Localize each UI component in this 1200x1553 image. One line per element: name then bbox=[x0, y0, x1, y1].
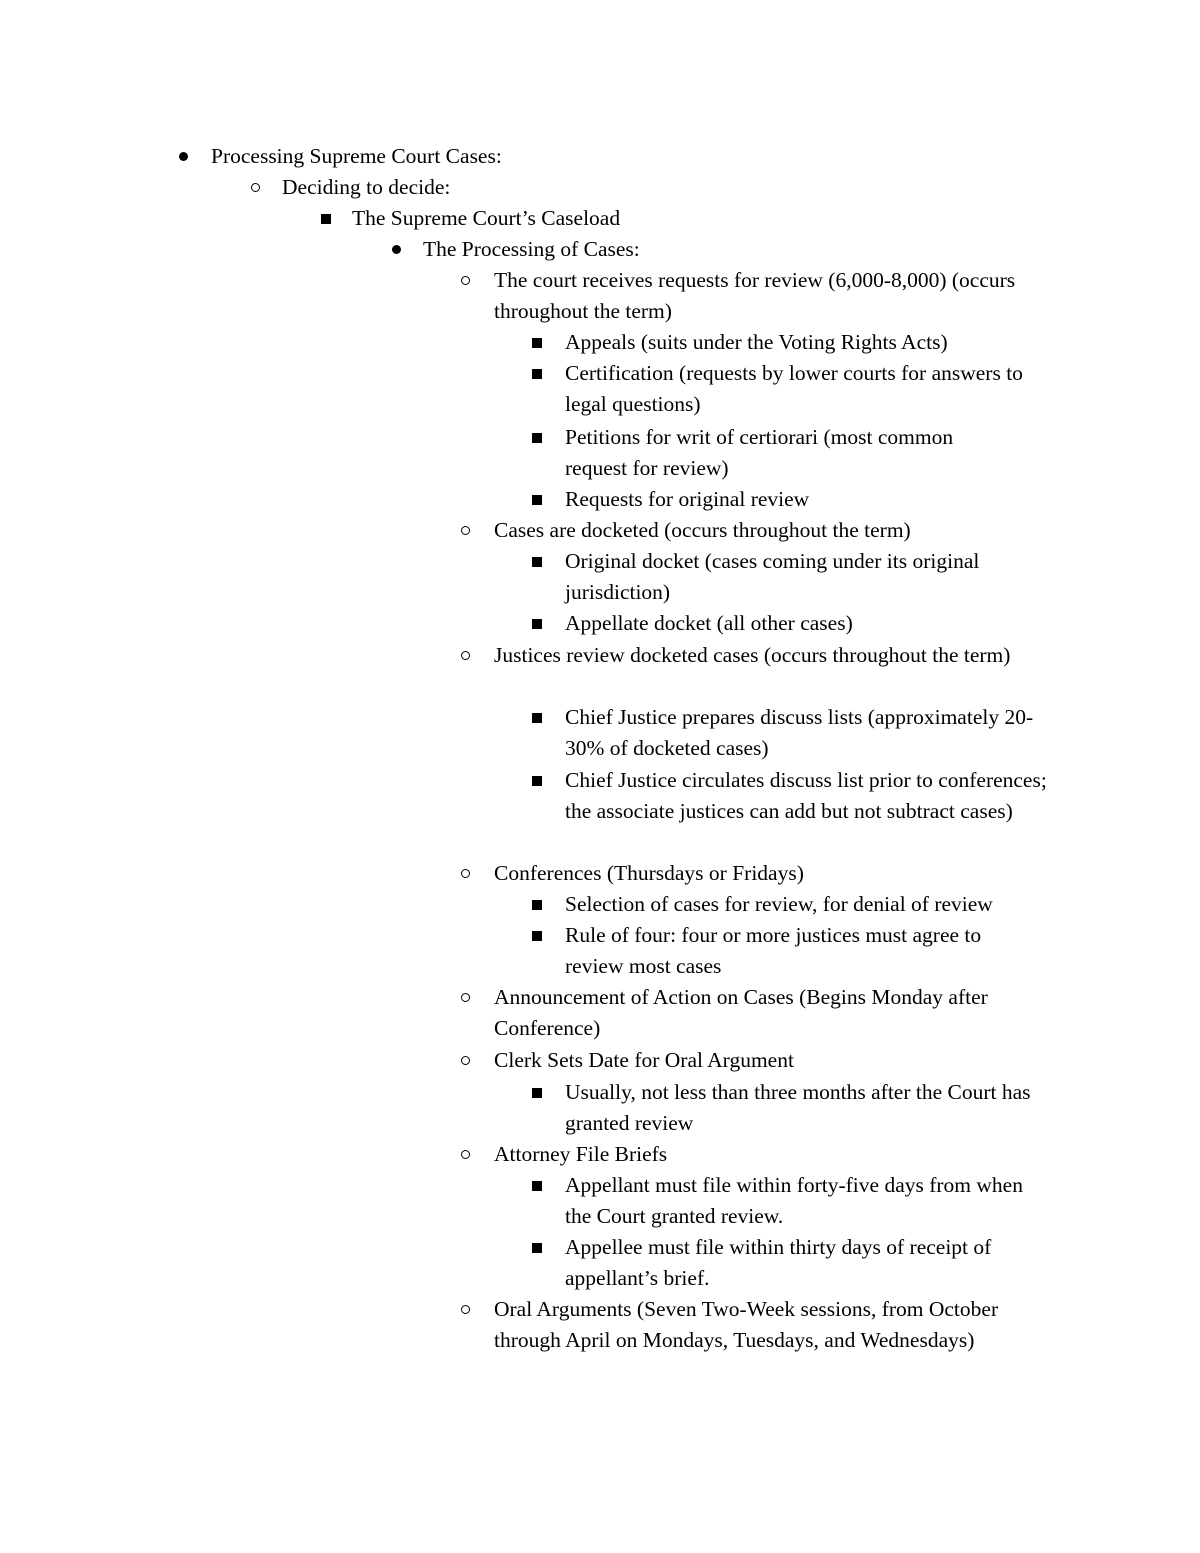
sub-text: Petitions for writ of certiorari (most common request for review) bbox=[565, 425, 954, 481]
circle-bullet-icon bbox=[461, 869, 470, 878]
square-bullet-icon bbox=[532, 495, 542, 505]
step-text: The court receives requests for review (6,000-8,000) (occurs throughout the term) bbox=[494, 268, 1016, 324]
sub-text: Selection of cases for review, for denial of review bbox=[565, 892, 993, 916]
square-bullet-icon bbox=[532, 1243, 542, 1253]
step-item bbox=[494, 982, 1064, 1044]
sub-item bbox=[565, 327, 1055, 358]
step-text: Oral Arguments (Seven Two-Week sessions, from October through April on Mondays, Tuesdays, and Wednesdays) bbox=[494, 1297, 999, 1353]
square-bullet-icon bbox=[532, 338, 542, 348]
step-item bbox=[494, 1294, 1064, 1356]
circle-bullet-icon bbox=[461, 1056, 470, 1065]
heading-deciding: Deciding to decide: bbox=[282, 175, 451, 199]
step-item bbox=[494, 1139, 1064, 1170]
sub-text: Appeals (suits under the Voting Rights Acts) bbox=[565, 330, 948, 354]
square-bullet-icon bbox=[532, 369, 542, 379]
step-text: Cases are docketed (occurs throughout the term) bbox=[494, 518, 911, 542]
sub-item bbox=[565, 889, 1065, 920]
sub-item bbox=[565, 702, 1055, 764]
step-item bbox=[494, 265, 1064, 327]
square-bullet-icon bbox=[532, 1181, 542, 1191]
square-bullet-icon bbox=[321, 214, 331, 224]
sub-item bbox=[565, 608, 1055, 639]
step-text: Attorney File Briefs bbox=[494, 1142, 668, 1166]
circle-bullet-icon bbox=[461, 651, 470, 660]
sub-item bbox=[565, 1077, 1055, 1139]
square-bullet-icon bbox=[532, 619, 542, 629]
step-item bbox=[494, 858, 1064, 889]
step-text: Announcement of Action on Cases (Begins Monday after Conference) bbox=[494, 985, 988, 1041]
step-text: Justices review docketed cases (occurs throughout the term) bbox=[494, 643, 1011, 667]
circle-bullet-icon bbox=[461, 276, 470, 285]
sub-text: Rule of four: four or more justices must agree to review most cases bbox=[565, 923, 982, 979]
square-bullet-icon bbox=[532, 900, 542, 910]
sub-item bbox=[565, 422, 1005, 484]
sub-text: Appellate docket (all other cases) bbox=[565, 611, 853, 635]
circle-bullet-icon bbox=[461, 993, 470, 1002]
square-bullet-icon bbox=[532, 776, 542, 786]
disc-bullet-icon bbox=[179, 152, 188, 161]
step-text: Clerk Sets Date for Oral Argument bbox=[494, 1048, 794, 1072]
sub-text: Appellant must file within forty-five days from when the Court granted review. bbox=[565, 1173, 1023, 1229]
step-item bbox=[494, 515, 1064, 546]
step-text: Conferences (Thursdays or Fridays) bbox=[494, 861, 804, 885]
square-bullet-icon bbox=[532, 557, 542, 567]
sub-item bbox=[565, 920, 1035, 982]
square-bullet-icon bbox=[532, 433, 542, 443]
disc-bullet-icon bbox=[392, 245, 401, 254]
sub-item bbox=[565, 484, 1055, 515]
heading-processing: Processing Supreme Court Cases: bbox=[211, 144, 502, 168]
sub-item bbox=[565, 1232, 1055, 1294]
sub-item bbox=[565, 1170, 1025, 1232]
outline-level3-item bbox=[352, 203, 620, 234]
sub-item bbox=[565, 765, 1055, 827]
circle-bullet-icon bbox=[251, 183, 260, 192]
sub-text: Chief Justice prepares discuss lists (approximately 20-30% of docketed cases) bbox=[565, 705, 1034, 761]
sub-text: Certification (requests by lower courts for answers to legal questions) bbox=[565, 361, 1023, 417]
outline-level1-item bbox=[211, 141, 502, 172]
sub-text: Chief Justice circulates discuss list prior to conferences; the associate justices can add but not subtract cases) bbox=[565, 768, 1047, 824]
sub-text: Appellee must file within thirty days of receipt of appellant’s brief. bbox=[565, 1235, 992, 1291]
heading-caseload: The Supreme Court’s Caseload bbox=[352, 206, 621, 230]
sub-text: Usually, not less than three months after the Court has granted review bbox=[565, 1080, 1031, 1136]
circle-bullet-icon bbox=[461, 1305, 470, 1314]
square-bullet-icon bbox=[532, 1088, 542, 1098]
circle-bullet-icon bbox=[461, 1150, 470, 1159]
circle-bullet-icon bbox=[461, 526, 470, 535]
sub-text: Original docket (cases coming under its original jurisdiction) bbox=[565, 549, 980, 605]
square-bullet-icon bbox=[532, 713, 542, 723]
heading-processing-of-cases: The Processing of Cases: bbox=[423, 237, 640, 261]
sub-item bbox=[565, 358, 1055, 420]
step-item bbox=[494, 640, 1034, 671]
sub-item bbox=[565, 546, 1040, 608]
step-item bbox=[494, 1045, 1064, 1076]
outline-level2-item bbox=[282, 172, 450, 203]
sub-text: Requests for original review bbox=[565, 487, 810, 511]
square-bullet-icon bbox=[532, 931, 542, 941]
outline-level4-item bbox=[423, 234, 640, 265]
